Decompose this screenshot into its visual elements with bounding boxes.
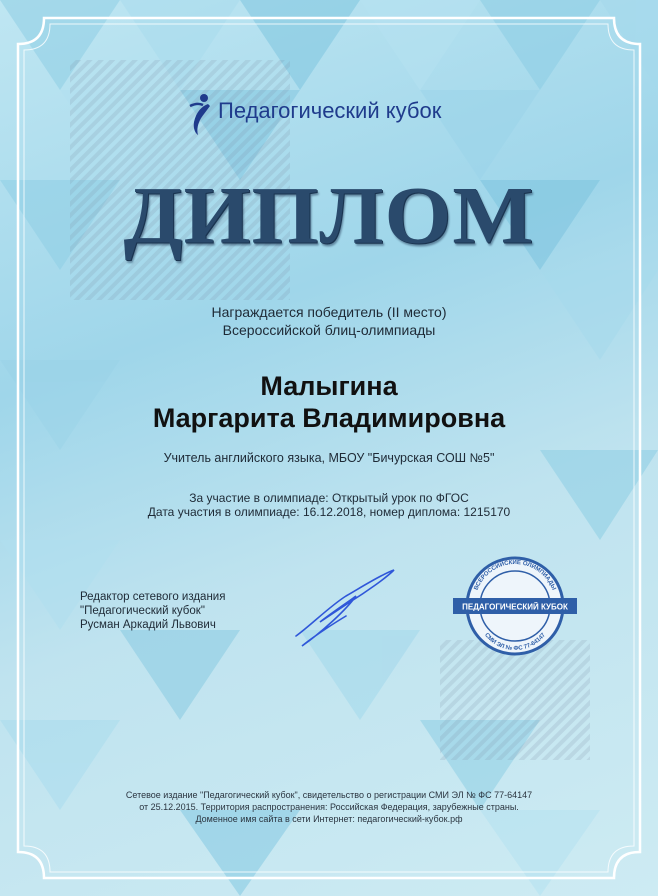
- stamp-band: ПЕДАГОГИЧЕСКИЙ КУБОК: [462, 602, 568, 612]
- footer-line-1: Сетевое издание "Педагогический кубок", свидетельство о регистрации СМИ ЭЛ № ФС 77-64147: [125, 790, 533, 800]
- stamp-outer-top: ВСЕРОССИЙСКИЕ ОЛИМПИАДЫ: [473, 559, 557, 592]
- editor-line-1: Редактор сетевого издания: [80, 591, 226, 603]
- publication-stamp: [452, 556, 578, 656]
- logo: [186, 92, 476, 136]
- logo-text: Педагогический кубок: [218, 98, 442, 123]
- participation-line-1: За участие в олимпиаде: Открытый урок по ФГОС: [189, 491, 469, 505]
- editor-line-3: Русман Аркадий Львович: [80, 619, 216, 631]
- runner-figure-icon: [186, 92, 212, 136]
- editor-line-2: "Педагогический кубок": [80, 605, 205, 617]
- award-line-2: Всероссийской блиц-олимпиады: [222, 322, 436, 338]
- editor-block: [80, 590, 225, 632]
- stamp-outer-bottom: СМИ ЭЛ № ФС 77-64147: [483, 632, 547, 653]
- award-line-1: Награждается победитель (II место): [211, 304, 447, 320]
- footer-line-2: от 25.12.2015. Территория распространения: Российская Федерация, зарубежные страны.: [139, 802, 519, 812]
- participation-line-2: Дата участия в олимпиаде: 16.12.2018, номер диплома: 1215170: [147, 505, 511, 519]
- recipient-given-names: Маргарита Владимировна: [152, 403, 506, 433]
- signature: [290, 566, 400, 650]
- recipient-surname: Малыгина: [260, 371, 398, 401]
- diploma-title: ДИПЛОМ: [123, 169, 535, 261]
- footer-line-3: Доменное имя сайта в сети Интернет: педагогический-кубок.рф: [195, 814, 463, 824]
- recipient-position: Учитель английского языка, МБОУ "Бичурская СОШ №5": [163, 451, 495, 465]
